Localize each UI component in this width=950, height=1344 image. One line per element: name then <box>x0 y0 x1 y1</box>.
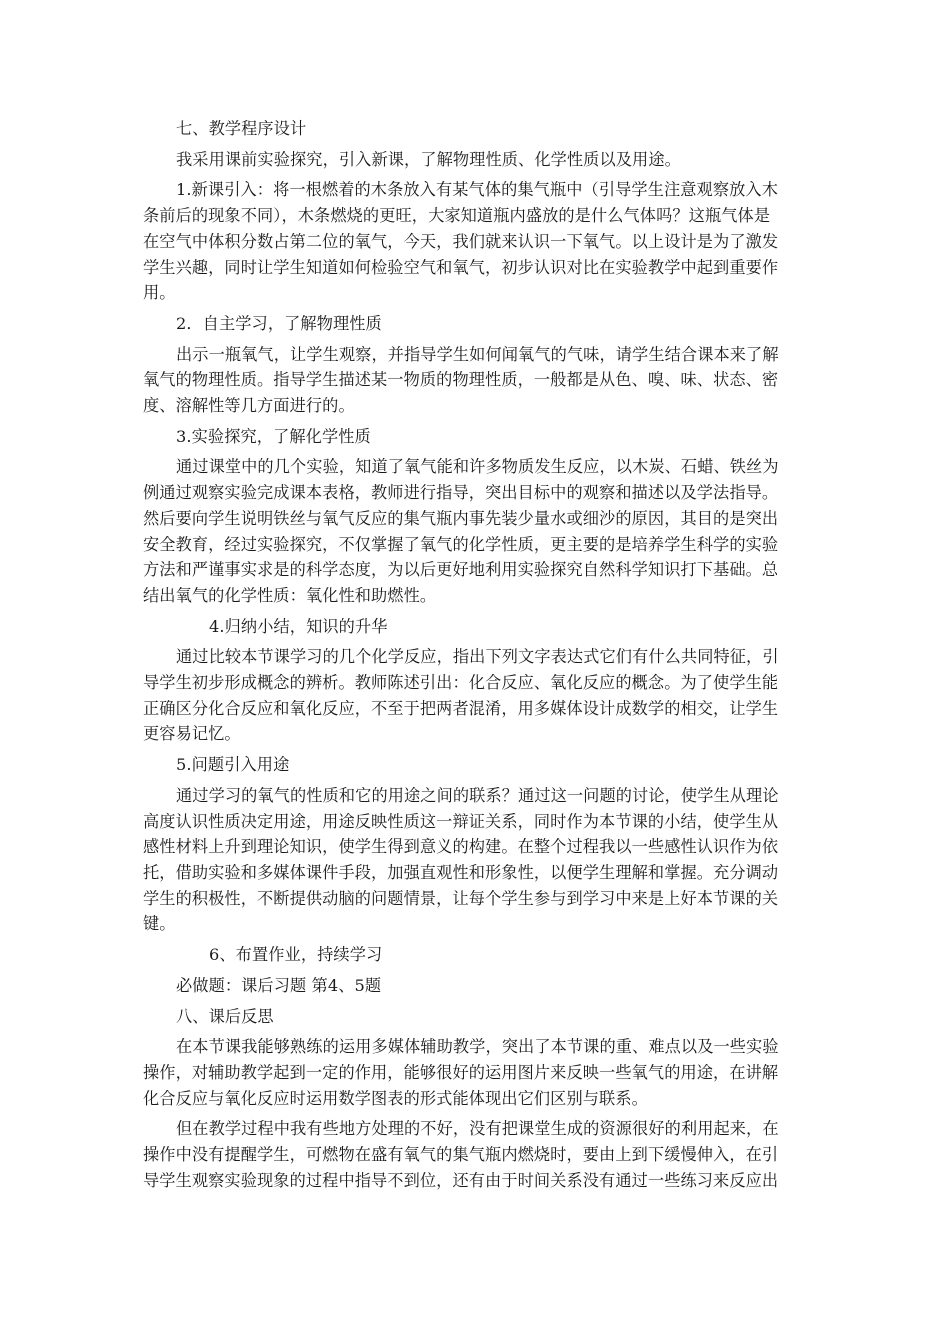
paragraph-line: 在本节课我能够熟练的运用多媒体辅助教学，突出了本节课的重、难点以及一些实验 <box>176 1037 779 1057</box>
document-page <box>143 116 809 1193</box>
paragraph-line: 高度认识性质决定用途，用途反映性质这一辩证关系，同时作为本节课的小结，使学生从 <box>143 811 779 831</box>
paragraph-line: 度、溶解性等几方面进行的。 <box>143 396 355 416</box>
subheading-experiment: 3.实验探究，了解化学性质 <box>176 426 371 446</box>
paragraph-line: 感性材料上升到理论知识，使学生得到意义的构建。在整个过程我以一些感性认识作为依 <box>143 837 779 857</box>
paragraph-line: 安全教育，经过实验探究，不仅掌握了氧气的化学性质，更主要的是培养学生科学的实验 <box>143 534 779 554</box>
paragraph-line: 通过学习的氧气的性质和它的用途之间的联系？通过这一问题的讨论，使学生从理论 <box>176 785 779 805</box>
paragraph-line: 必做题：课后习题 第4、5题 <box>176 975 382 995</box>
paragraph-line: 化合反应与氧化反应时运用数学图表的形式能体现出它们区别与联系。 <box>143 1088 648 1108</box>
paragraph-line: 操作，对辅助教学起到一定的作用，能够很好的运用图片来反映一些氧气的用途，在讲解 <box>143 1062 779 1082</box>
paragraph-line: 氧气的物理性质。指导学生描述某一物质的物理性质，一般都是从色、嗅、味、状态、密 <box>143 370 779 390</box>
paragraph-line: 键。 <box>143 914 176 934</box>
paragraph-line: 结出氧气的化学性质：氧化性和助燃性。 <box>143 585 437 605</box>
paragraph-line: 导学生观察实验现象的过程中指导不到位，还有由于时间关系没有通过一些练习来反应出 <box>143 1170 779 1190</box>
paragraph-line: 用。 <box>143 283 176 303</box>
paragraph-line: 更容易记忆。 <box>143 724 241 744</box>
paragraph-line: 然后要向学生说明铁丝与氧气反应的集气瓶内事先装少量水或细沙的原因，其目的是突出 <box>143 508 779 528</box>
subheading-self-study: 2．自主学习，了解物理性质 <box>176 313 382 333</box>
paragraph-line: 学生的积极性，不断提供动脑的问题情景，让每个学生参与到学习中来是上好本节课的关 <box>143 888 779 908</box>
subheading-summary: 4.归纳小结，知识的升华 <box>209 616 388 636</box>
paragraph-line: 1.新课引入：将一根燃着的木条放入有某气体的集气瓶中（引导学生注意观察放入木 <box>176 180 778 200</box>
paragraph-line: 通过比较本节课学习的几个化学反应，指出下列文字表达式它们有什么共同特征，引 <box>176 647 779 667</box>
section-heading-teaching-procedure: 七、教学程序设计 <box>176 119 307 138</box>
subheading-homework: 6、布置作业，持续学习 <box>209 945 383 965</box>
paragraph-line: 例通过观察实验完成课本表格，教师进行指导，突出目标中的观察和描述以及学法指导。 <box>143 483 779 503</box>
paragraph-line: 学生兴趣，同时让学生知道如何检验空气和氧气，初步认识对比在实验教学中起到重要作 <box>143 257 779 277</box>
paragraph-line: 出示一瓶氧气，让学生观察，并指导学生如何闻氧气的气味，请学生结合课本来了解 <box>176 344 779 364</box>
paragraph-line: 但在教学过程中我有些地方处理的不好，没有把课堂生成的资源很好的利用起来，在 <box>176 1119 779 1139</box>
paragraph-line: 通过课堂中的几个实验，知道了氧气能和许多物质发生反应，以木炭、石蜡、铁丝为 <box>176 457 779 477</box>
paragraph-line: 正确区分化合反应和氧化反应，不至于把两者混淆，用多媒体设计成数学的相交，让学生 <box>143 698 779 718</box>
paragraph-line: 导学生初步形成概念的辨析。教师陈述引出：化合反应、氧化反应的概念。为了使学生能 <box>143 673 779 693</box>
paragraph-line: 托，借助实验和多媒体课件手段，加强直观性和形象性，以便学生理解和掌握。充分调动 <box>143 862 779 882</box>
paragraph-line: 方法和严谨事实求是的科学态度，为以后更好地利用实验探究自然科学知识打下基础。总 <box>143 560 779 580</box>
paragraph-line: 在空气中体积分数占第二位的氧气，今天，我们就来认识一下氧气。以上设计是为了激发 <box>143 231 779 251</box>
paragraph-line: 我采用课前实验探究，引入新课，了解物理性质、化学性质以及用途。 <box>176 149 681 169</box>
subheading-uses: 5.问题引入用途 <box>176 755 290 775</box>
paragraph-line: 操作中没有提醒学生，可燃物在盛有氧气的集气瓶内燃烧时，要由上到下缓慢伸入，在引 <box>143 1145 779 1165</box>
section-heading-reflection: 八、课后反思 <box>176 1006 274 1026</box>
paragraph-line: 条前后的现象不同），木条燃烧的更旺，大家知道瓶内盛放的是什么气体吗？这瓶气体是 <box>143 206 771 226</box>
